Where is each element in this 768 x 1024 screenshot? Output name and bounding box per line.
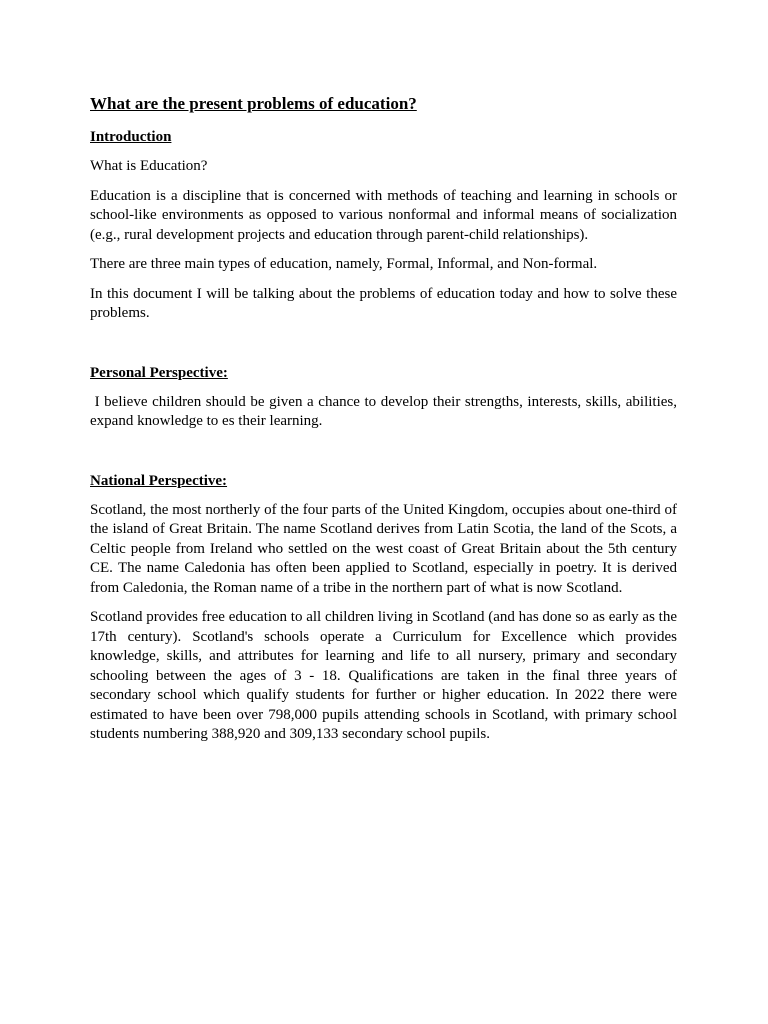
document-page <box>90 92 681 755</box>
introduction-heading: Introduction <box>90 129 172 145</box>
document-title: What are the present problems of education? <box>90 94 417 113</box>
introduction-paragraph: Education is a discipline that is concerned with methods of teaching and learning in schools or school-like environments as opposed to various nonformal and informal means of socialization (e.g., rural development projects and education through parent-child relationships). <box>90 187 677 243</box>
spacer <box>90 334 677 363</box>
introduction-paragraph: There are three main types of education, namely, Formal, Informal, and Non-formal. <box>90 256 598 272</box>
introduction-paragraph: In this document I will be talking about the problems of education today and how to solve these problems. <box>90 285 677 321</box>
national-perspective-paragraph: Scotland, the most northerly of the four parts of the United Kingdom, occupies about one-third of the island of Great Britain. The name Scotland derives from Latin Scotia, the land of the Scots, a Celtic people from Ireland who settled on the west coast of Great Britain about the 5th century CE. The name Caledonia has often been applied to Scotland, especially in poetry. It is derived from Caledonia, the Roman name of a tribe in the northern part of what is now Scotland. <box>90 501 677 596</box>
personal-perspective-heading: Personal Perspective: <box>90 364 228 381</box>
national-perspective-paragraph: Scotland provides free education to all children living in Scotland (and has done so as early as the 17th century). Scotland's schools operate a Curriculum for Excellence which provides knowledge, skills, and attributes for learning and life to all nursery, primary and secondary schooling between the ages of 3 - 18. Qualifications are taken in the final three years of secondary school which qualify students for further or higher education. In 2022 there were estimated to have been over 798,000 pupils attending schools in Scotland, with primary school students numbering 388,920 and 309,133 secondary school pupils. <box>90 609 677 742</box>
spacer <box>90 442 677 471</box>
introduction-question: What is Education? <box>90 158 208 174</box>
national-perspective-heading: National Perspective: <box>90 472 228 489</box>
personal-perspective-paragraph: I believe children should be given a chance to develop their strengths, interests, skills, abilities, expand knowledge to es their learning. <box>90 393 681 429</box>
